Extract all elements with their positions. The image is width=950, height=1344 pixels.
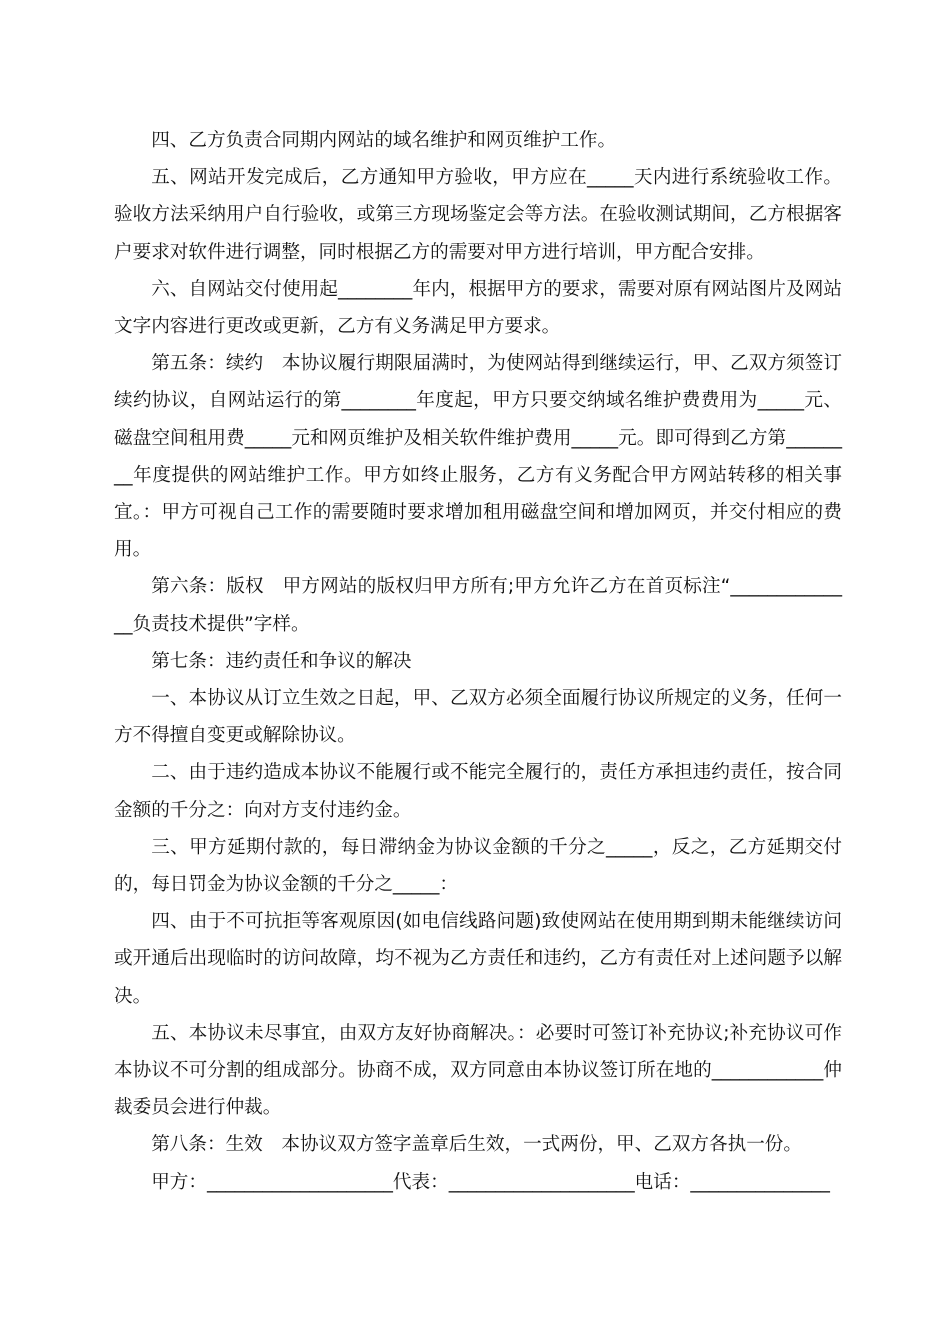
liability-clause-four: 四、由于不可抗拒等客观原因(如电信线路问题)致使网站在使用期到期未能继续访问或开通后出现临时的访问故障，均不视为乙方责任和违约，乙方有责任对上述问题予以解决。 — [114, 911, 842, 1007]
article-five-renewal: 第五条：续约 本协议履行期限届满时，为使网站得到继续运行，甲、乙双方须签订续约协议，自网站运行的第________年度起，甲方只要交纳域名维护费费用为_____元、磁盘空间租用费_____元和网页维护及相关软件维护费用_____元。即可得到乙方第________年度提供的网站维护工作。甲方如终止服务，乙方有义务配合甲方网站转移的相关事宜。：甲方可视自己工作的需要随时要求增加租用磁盘空间和增加网页，并交付相应的费用。 — [114, 353, 842, 561]
article-eight-effect: 第八条：生效 本协议双方签字盖章后生效，一式两份，甲、乙双方各执一份。 — [151, 1134, 802, 1156]
liability-clause-three: 三、甲方延期付款的，每日滞纳金为协议金额的千分之_____，反之，乙方延期交付的，每日罚金为协议金额的千分之_____： — [114, 836, 842, 896]
clause-four-domain-maintenance: 四、乙方负责合同期内网站的域名维护和网页维护工作。 — [151, 130, 617, 151]
liability-clause-five: 五、本协议未尽事宜，由双方友好协商解决。：必要时可签订补充协议;补充协议可作本协议不可分割的组成部分。协商不成，双方同意由本协议签订所在地的____________仲裁委员会进行仲裁。 — [114, 1022, 842, 1119]
clause-six-content-update: 六、自网站交付使用起________年内，根据甲方的要求，需要对原有网站图片及网站文字内容进行更改或更新，乙方有义务满足甲方要求。 — [114, 278, 842, 338]
signature-line: 甲方：____________________代表：____________________电话：_______________ — [151, 1171, 830, 1193]
liability-clause-one: 一、本协议从订立生效之日起，甲、乙双方必须全面履行协议所规定的义务，任何一方不得擅自变更或解除协议。 — [114, 688, 842, 747]
liability-clause-two: 二、由于违约造成本协议不能履行或不能完全履行的，责任方承担违约责任，按合同金额的千分之：向对方支付违约金。 — [114, 762, 842, 821]
clause-five-acceptance: 五、网站开发完成后，乙方通知甲方验收，甲方应在_____天内进行系统验收工作。验收方法采纳用户自行验收，或第三方现场鉴定会等方法。在验收测试期间，乙方根据客户要求对软件进行调整，同时根据乙方的需要对甲方进行培训，甲方配合安排。 — [114, 167, 842, 263]
article-six-copyright: 第六条：版权 甲方网站的版权归甲方所有;甲方允许乙方在首页标注“______________负责技术提供”字样。 — [114, 576, 842, 635]
article-seven-heading: 第七条：违约责任和争议的解决 — [151, 650, 412, 672]
document-page — [114, 122, 842, 1201]
